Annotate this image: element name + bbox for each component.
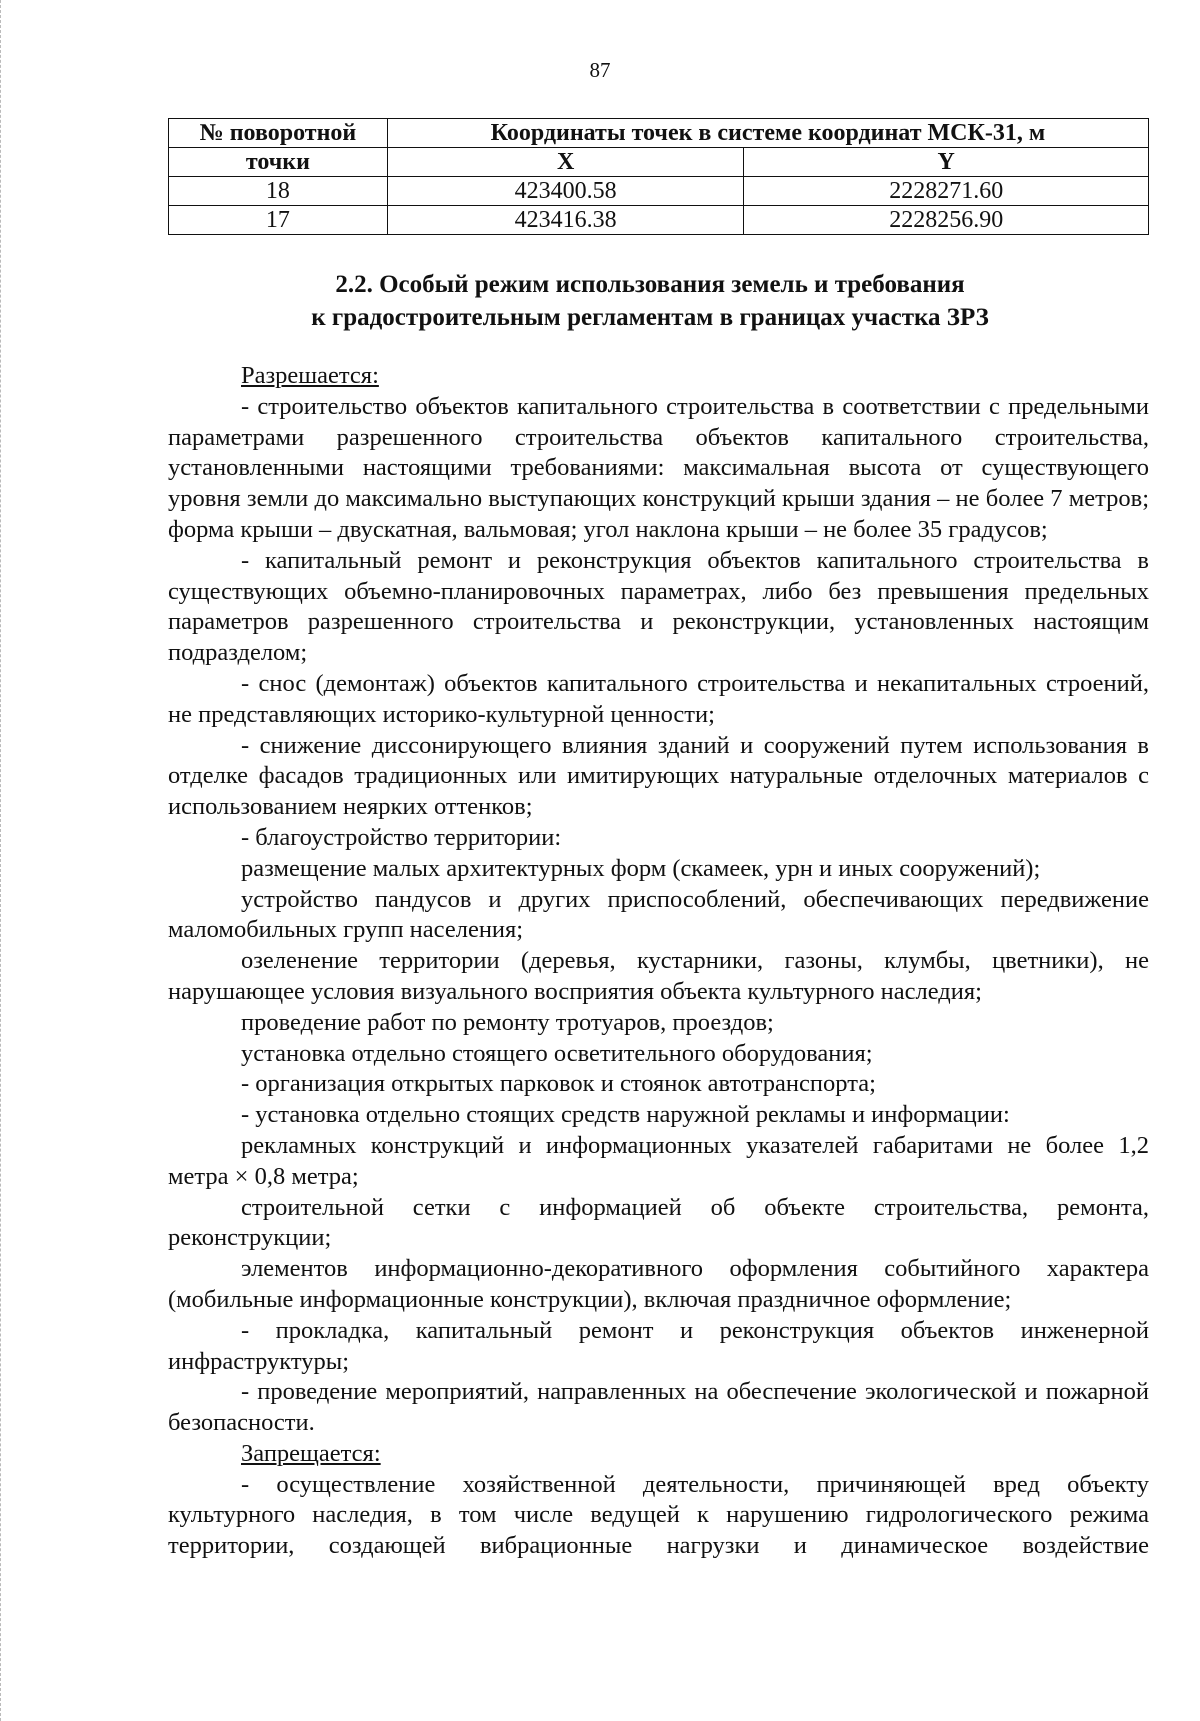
paragraph: строительной сетки с информацией об объекте строительства, ремонта, реконструкции; [168, 1193, 1149, 1252]
body-text [168, 361, 1149, 1562]
heading-line-1: 2.2. Особый режим использования земель и требования [335, 271, 965, 298]
table-header-row [169, 119, 1149, 148]
table-subheader-row [169, 148, 1149, 177]
header-point-number: № поворотной [169, 119, 388, 148]
page-number: 87 [589, 58, 611, 82]
paragraph: - капитальный ремонт и реконструкция объектов капитального строительства в существующих объемно-планировочных параметрах, либо без превышения предельных параметров разрешенного строительства и реконструкции, установленных настоящим подразделом; [168, 546, 1149, 667]
paragraph: - строительство объектов капитального строительства в соответствии с предельными параметрами разрешенного строительства объектов капитального строительства, установленными настоящими требованиями: максимальная высота от существующего уровня земли до максимально выступающих конструкций крыши здания – не более 7 метров; форма крыши – двускатная, вальмовая; угол наклона крыши – не более 35 градусов; [168, 392, 1149, 543]
paragraph: - установка отдельно стоящих средств наружной рекламы и информации: [241, 1101, 1010, 1129]
header-x: X [387, 148, 744, 177]
paragraph: проведение работ по ремонту тротуаров, проездов; [241, 1008, 774, 1036]
table-row [169, 177, 1149, 206]
allowed-label: Разрешается: [241, 362, 379, 389]
paragraph: - снижение диссонирующего влияния зданий и сооружений путем использования в отделке фасадов традиционных или имитирующих натуральные отделочных материалов с использованием неярких оттенков; [168, 731, 1149, 821]
paragraph: установка отдельно стоящего осветительного оборудования; [241, 1039, 873, 1067]
paragraph: озеленение территории (деревья, кустарники, газоны, клумбы, цветники), не нарушающее условия визуального восприятия объекта культурного наследия; [168, 947, 1149, 1005]
paragraph: - организация открытых парковок и стоянок автотранспорта; [241, 1070, 876, 1098]
prohibited-label: Запрещается: [241, 1439, 381, 1467]
header-y: Y [744, 148, 1149, 177]
header-coordinates: Координаты точек в системе координат МСК-31, м [387, 119, 1148, 148]
cell-y: 2228271.60 [744, 177, 1149, 206]
coordinates-table [168, 118, 1149, 235]
paragraph: рекламных конструкций и информационных указателей габаритами не более 1,2 метра × 0,8 метра; [168, 1131, 1149, 1190]
cell-x: 423416.38 [387, 206, 744, 235]
scan-edge [0, 0, 5, 1721]
header-point-number-cont: точки [169, 148, 388, 177]
section-heading [150, 268, 1150, 334]
paragraph: - прокладка, капитальный ремонт и реконструкция объектов инженерной инфраструктуры; [168, 1316, 1149, 1375]
paragraph: - снос (демонтаж) объектов капитального строительства и некапитальных строений, не представляющих историко-культурной ценности; [168, 669, 1149, 728]
cell-y: 2228256.90 [744, 206, 1149, 235]
paragraph: - осуществление хозяйственной деятельности, причиняющей вред объекту культурного наследия, в том числе ведущей к нарушению гидрологического режима территории, создающей вибрационные нагрузки и динамическое воздействие [168, 1470, 1149, 1560]
cell-point: 17 [169, 206, 388, 235]
paragraph: - проведение мероприятий, направленных на обеспечение экологической и пожарной безопасности. [168, 1378, 1149, 1437]
table-row [169, 206, 1149, 235]
cell-point: 18 [169, 177, 388, 206]
paragraph: - благоустройство территории: [241, 823, 562, 851]
paragraph: элементов информационно-декоративного оформления событийного характера (мобильные информационные конструкции), включая праздничное оформление; [168, 1255, 1149, 1313]
cell-x: 423400.58 [387, 177, 744, 206]
paragraph: размещение малых архитектурных форм (скамеек, урн и иных сооружений); [241, 854, 1041, 882]
heading-line-2: к градостроительным регламентам в границах участка ЗРЗ [311, 304, 989, 331]
paragraph: устройство пандусов и других приспособлений, обеспечивающих передвижение маломобильных групп населения; [168, 885, 1149, 944]
